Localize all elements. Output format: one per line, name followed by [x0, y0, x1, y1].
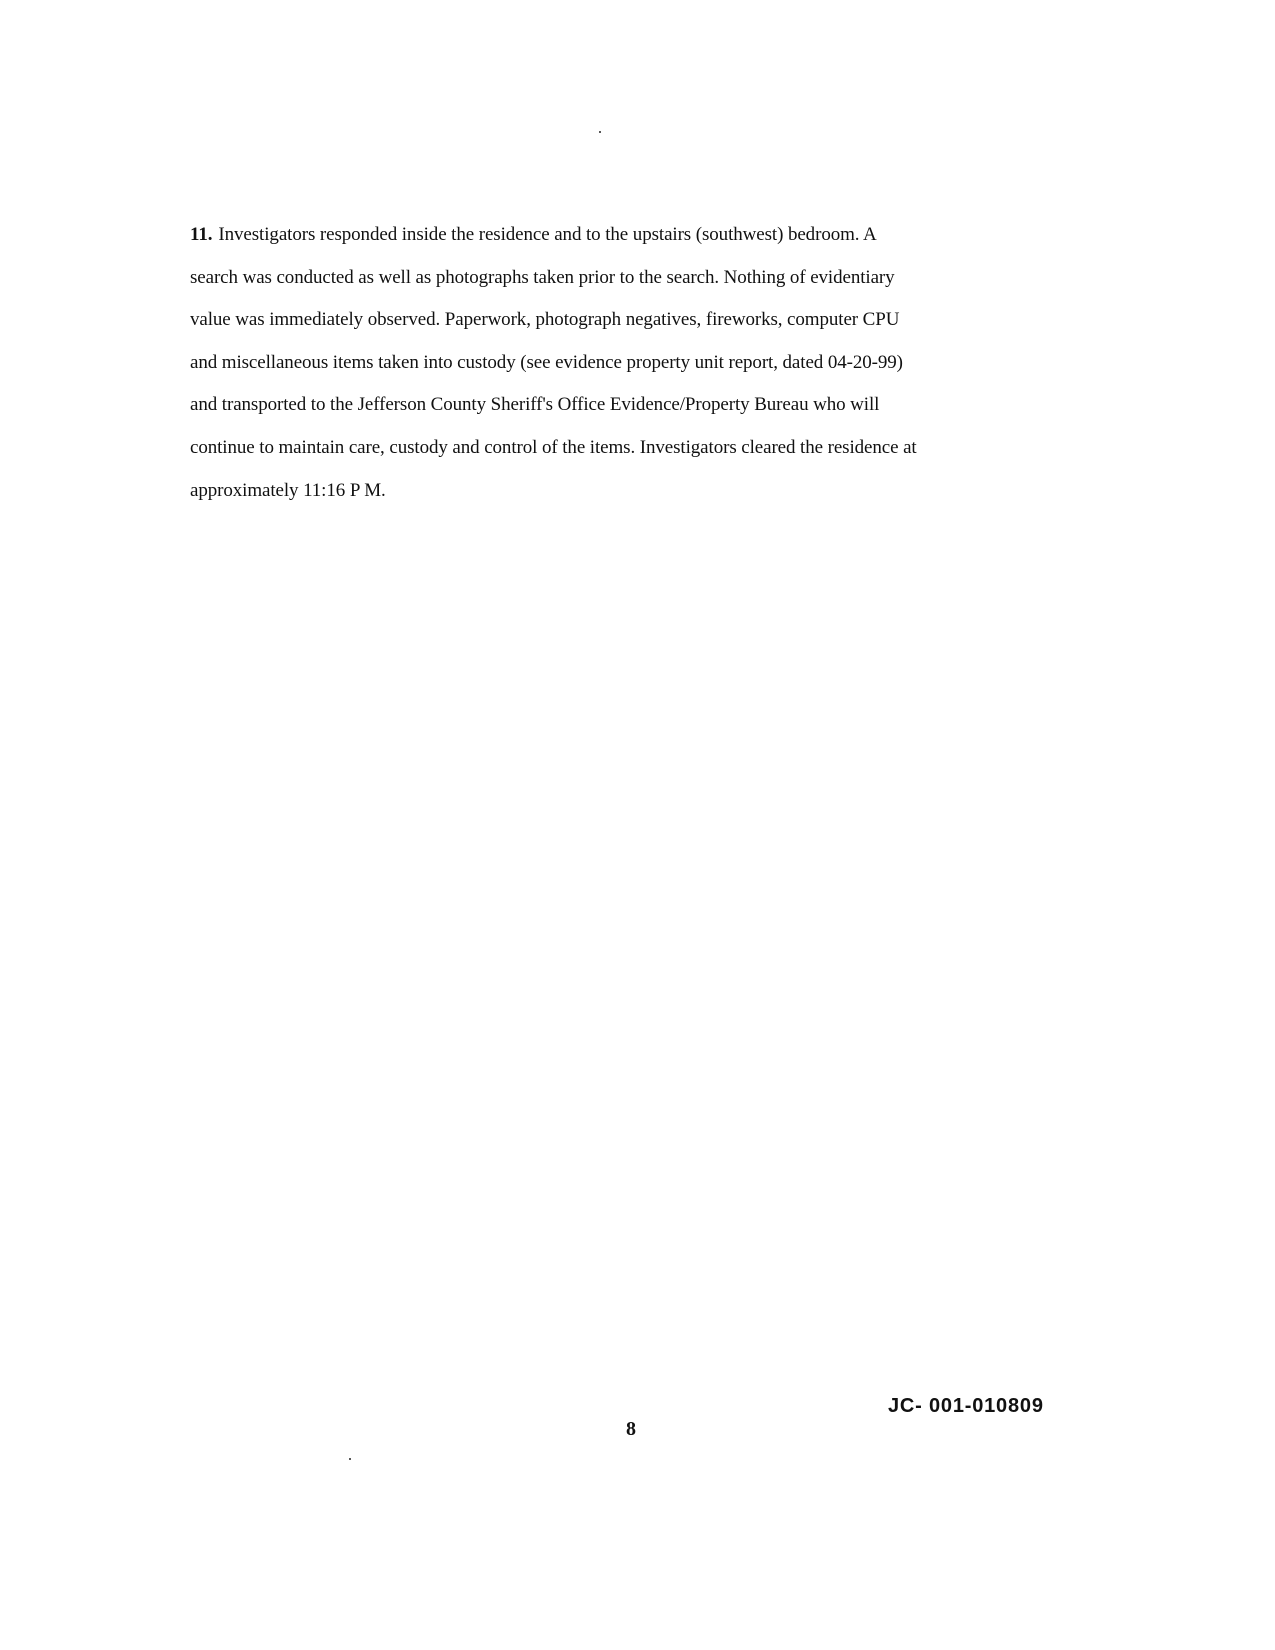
paragraph-line: and transported to the Jefferson County Sheriff's Office Evidence/Property Bureau who will — [190, 394, 880, 416]
paragraph-line — [190, 214, 1070, 257]
document-id: JC- 001-010809 — [888, 1395, 1044, 1417]
paragraph-number: 11. — [190, 224, 213, 245]
paragraph-11 — [190, 214, 1070, 512]
paragraph-line: continue to maintain care, custody and control of the items. Investigators cleared the residence at — [190, 436, 917, 458]
paragraph-line: and miscellaneous items taken into custody (see evidence property unit report, dated 04-20-99) — [190, 351, 903, 373]
scan-speck — [599, 131, 601, 133]
scan-speck — [349, 1458, 351, 1460]
paragraph-line: search was conducted as well as photographs taken prior to the search. Nothing of evidentiary — [190, 266, 895, 288]
paragraph-line-text: Investigators responded inside the residence and to the upstairs (southwest) bedroom. A — [218, 224, 877, 245]
page-number: 8 — [626, 1418, 636, 1440]
paragraph-line: approximately 11:16 P M. — [190, 479, 386, 501]
paragraph-line: value was immediately observed. Paperwork, photograph negatives, fireworks, computer CPU — [190, 309, 900, 331]
